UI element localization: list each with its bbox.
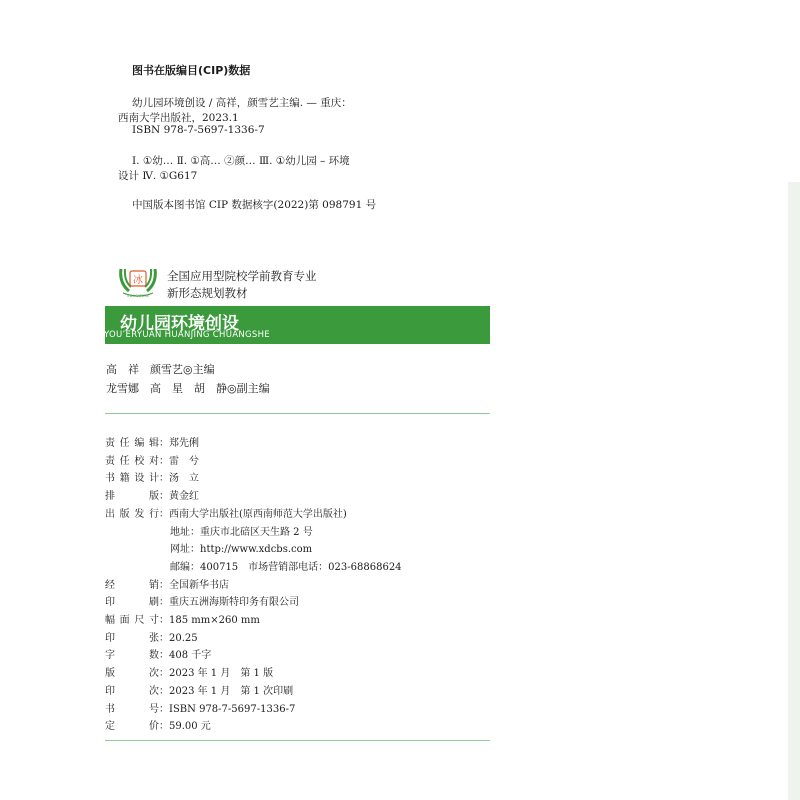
book-title-pinyin: YOU’ERYUAN HUANJING CHUANGSHE — [104, 330, 270, 340]
logo-text: EDUCATION — [127, 294, 149, 298]
detail-label: 定价 — [105, 721, 159, 733]
book-title: 幼儿园环境创设 — [120, 314, 239, 334]
detail-row — [170, 523, 313, 538]
detail-label: 经销 — [105, 579, 159, 591]
detail-label: 书号 — [105, 703, 159, 715]
detail-value: 汤 立 — [169, 473, 199, 485]
detail-colon: ： — [159, 508, 169, 520]
detail-colon: ： — [159, 703, 169, 715]
detail-label: 印刷 — [105, 597, 159, 609]
detail-row — [105, 434, 199, 449]
detail-row — [105, 700, 295, 715]
detail-colon: ： — [159, 579, 169, 591]
cip-heading: 图书在版编目(CIP)数据 — [132, 64, 251, 77]
cip-line-4: Ⅰ. ①幼… Ⅱ. ①高… ②颜… Ⅲ. ①幼儿园 – 环境 — [132, 155, 350, 167]
detail-label: 幅面尺寸 — [105, 615, 159, 626]
detail-row — [105, 682, 293, 697]
detail-row — [105, 469, 199, 484]
detail-row — [105, 593, 299, 608]
cip-line-6: 中国版本图书馆 CIP 数据核字(2022)第 098791 号 — [132, 199, 377, 211]
detail-value: 全国新华书店 — [169, 579, 229, 591]
detail-value: 雷 兮 — [169, 455, 199, 467]
detail-value: 黄金红 — [169, 491, 199, 503]
detail-value: 20.25 — [169, 632, 198, 644]
education-logo-icon — [117, 265, 159, 299]
cip-line-2: 西南大学出版社，2023.1 — [118, 112, 239, 124]
bottom-divider — [105, 740, 490, 741]
detail-label: 书籍设计 — [105, 473, 159, 485]
logo-glyph: 冰 — [133, 275, 143, 286]
detail-row — [105, 576, 229, 591]
detail-row — [170, 540, 312, 555]
detail-value: ISBN 978-7-5697-1336-7 — [169, 703, 296, 715]
detail-colon: ： — [159, 473, 169, 485]
detail-colon: ： — [159, 438, 169, 449]
detail-row — [105, 487, 199, 502]
detail-value: 2023 年 1 月 第 1 版 — [169, 668, 274, 680]
detail-colon: ： — [159, 597, 169, 609]
detail-value: 59.00 元 — [169, 721, 211, 733]
detail-row — [105, 629, 198, 644]
detail-row — [105, 611, 260, 626]
top-divider — [105, 413, 490, 414]
detail-label: 印张 — [105, 632, 159, 644]
detail-label: 排版 — [105, 491, 159, 503]
cip-line-3: ISBN 978-7-5697-1336-7 — [132, 124, 265, 136]
detail-label: 出版发行 — [105, 508, 159, 520]
detail-colon: ： — [159, 632, 169, 644]
detail-row — [170, 558, 402, 573]
chief-editors: 高 祥 颜雪艺◎主编 — [106, 363, 215, 376]
cip-line-1: 幼儿园环境创设 / 高祥，颜雪艺主编. — 重庆： — [132, 97, 352, 109]
detail-value: 网址：http://www.xdcbs.com — [170, 544, 313, 556]
detail-row — [105, 505, 347, 520]
detail-row — [105, 717, 211, 732]
detail-value: 185 mm×260 mm — [169, 615, 260, 626]
detail-value: 郑先俐 — [169, 438, 199, 449]
detail-colon: ： — [159, 455, 169, 467]
detail-value: 地址：重庆市北碚区天生路 2 号 — [170, 526, 313, 538]
detail-label: 责任编辑 — [105, 438, 159, 449]
detail-colon: ： — [159, 615, 169, 626]
detail-colon: ： — [159, 650, 169, 662]
series-line-2: 新形态规划教材 — [167, 286, 248, 300]
detail-label: 字数 — [105, 650, 159, 662]
detail-colon: ： — [159, 668, 169, 680]
detail-colon: ： — [159, 491, 169, 503]
detail-value: 408 千字 — [169, 650, 212, 662]
associate-editors: 龙雪娜 高 星 胡 静◎副主编 — [106, 382, 270, 395]
detail-value: 邮编：400715 市场营销部电话：023-68868624 — [170, 561, 402, 573]
series-line-1: 全国应用型院校学前教育专业 — [167, 269, 317, 283]
detail-label: 责任校对 — [105, 455, 159, 467]
detail-row — [105, 646, 211, 661]
detail-value: 重庆五洲海斯特印务有限公司 — [169, 597, 299, 609]
detail-value: 2023 年 1 月 第 1 次印刷 — [169, 685, 294, 697]
detail-colon: ： — [159, 721, 169, 733]
detail-row — [105, 452, 199, 467]
detail-label: 印次 — [105, 685, 159, 697]
detail-row — [105, 664, 273, 679]
side-decor-strip — [788, 182, 800, 800]
detail-label: 版次 — [105, 668, 159, 680]
detail-colon: ： — [159, 685, 169, 697]
cip-line-5: 设计 Ⅳ. ①G617 — [118, 170, 198, 182]
detail-value: 西南大学出版社(原西南师范大学出版社) — [169, 508, 347, 520]
